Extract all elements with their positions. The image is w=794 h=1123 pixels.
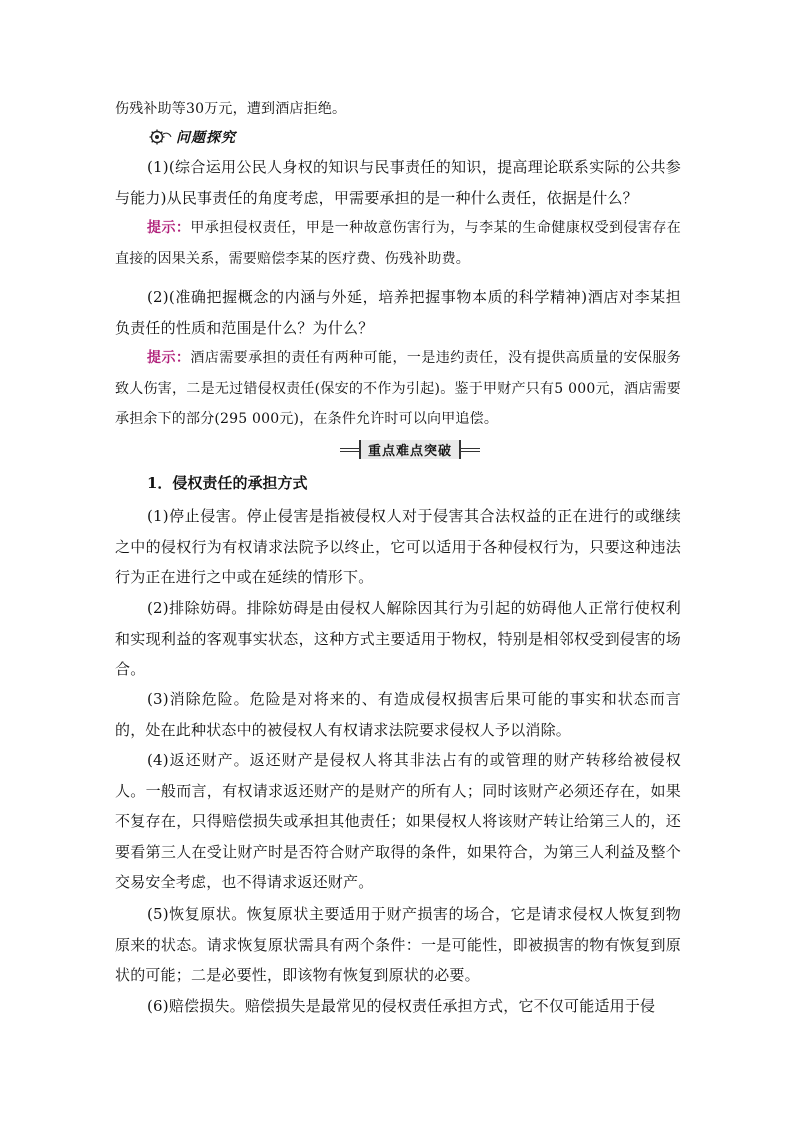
answer-1-text: 甲承担侵权责任，甲是一种故意伤害行为，与李某的生命健康权受到侵害存在直接的因果关系，需要赔偿李某的医疗费、伤残补助费。 bbox=[115, 220, 681, 267]
question-1: (1)(综合运用公民人身权的知识与民事责任的知识，提高理论联系实际的公共参与能力)从民事责任的角度考虑，甲需要承担的是一种什么责任，依据是什么？ bbox=[115, 158, 681, 207]
list-item: (6)赔偿损失。赔偿损失是最常见的侵权责任承担方式，它不仅可能适用于侵 bbox=[147, 997, 656, 1015]
list-item: (4)返还财产。返还财产是侵权人将其非法占有的或管理的财产转移给被侵权人。一般而言，有权请求返还财产的是财产的所有人；同时该财产必须还存在，如果不复存在，只得赔偿损失或承担其他责任；如果侵权人将该财产转让给第三人的，还要看第三人在受让财产时是否符合财产取得的条件，如果符合，为第三人利益及整个交易安全考虑，也不得请求返还财产。 bbox=[115, 751, 681, 891]
section-banner bbox=[340, 440, 480, 458]
list-item: (5)恢复原状。恢复原状主要适用于财产损害的场合，它是请求侵权人恢复到物原来的状态。请求恢复原状需具有两个条件：一是可能性，即被损害的物有恢复到原状的可能；二是必要性，即该物有恢复到原状的必要。 bbox=[115, 905, 681, 984]
tip-label: 提示： bbox=[147, 220, 191, 236]
section-label: 问题探究 bbox=[176, 130, 236, 146]
list-item: (3)消除危险。危险是对将来的、有造成侵权损害后果可能的事实和状态而言的，处在此种状态中的被侵权人有权请求法院要求侵权人予以消除。 bbox=[115, 690, 681, 739]
topic-heading: 1．侵权责任的承担方式 bbox=[147, 474, 308, 492]
case-text-tail: 伤残补助等30万元，遭到酒店拒绝。 bbox=[115, 101, 347, 117]
list-item: (2)排除妨碍。排除妨碍是由侵权人解除因其行为引起的妨碍他人正常行使权利和实现利益的客观事实状态，这种方式主要适用于物权，特别是相邻权受到侵害的场合。 bbox=[115, 599, 681, 678]
tip-label: 提示： bbox=[147, 350, 191, 366]
answer-2 bbox=[115, 343, 681, 435]
banner-text: 重点难点突破 bbox=[359, 440, 461, 459]
list-item: (1)停止侵害。停止侵害是指被侵权人对于侵害其合法权益的正在进行的或继续之中的侵权行为有权请求法院予以终止，它可以适用于各种侵权行为，只要这种违法行为正在进行之中或在延续的情形下。 bbox=[115, 507, 681, 586]
answer-2-text: 酒店需要承担的责任有两种可能，一是违约责任，没有提供高质量的安保服务致人伤害，二是无过错侵权责任(保安的不作为引起)。鉴于甲财产只有5 000元，酒店需要承担余下的部分(295 000元)，在条件允许时可以向甲追偿。 bbox=[115, 350, 681, 427]
gear-icon bbox=[148, 128, 172, 146]
question-2: (2)(准确把握概念的内涵与外延，培养把握事物本质的科学精神)酒店对李某担负责任的性质和范围是什么？为什么？ bbox=[115, 288, 681, 337]
section-header bbox=[148, 126, 236, 148]
answer-1 bbox=[115, 213, 681, 274]
